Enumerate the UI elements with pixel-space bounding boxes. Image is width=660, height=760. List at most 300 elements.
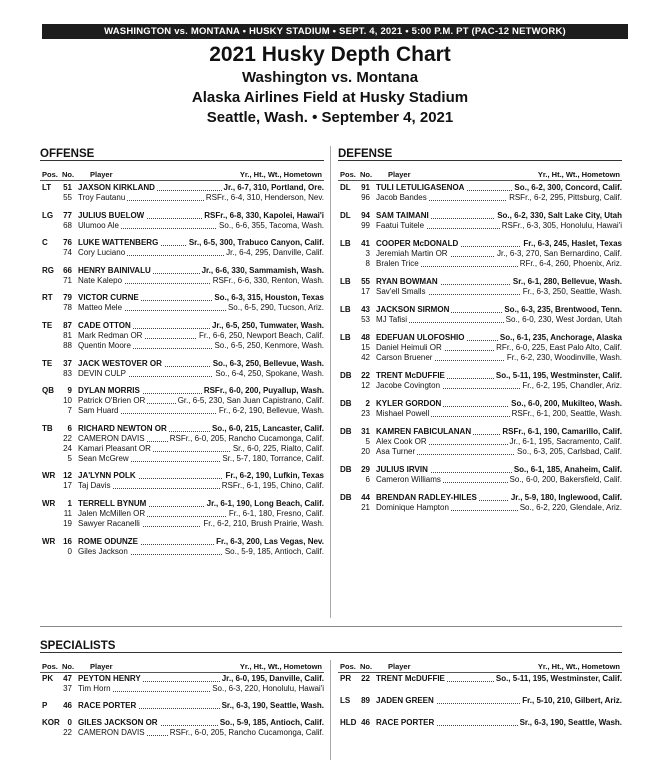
- col-pos: Pos.: [42, 170, 58, 179]
- player-row: [338, 674, 622, 684]
- player-name: Cory Luciano: [78, 248, 126, 258]
- player-details: RSFr., 6-0, 205, Rancho Cucamonga, Calif.: [169, 728, 324, 737]
- jersey-number: 41: [361, 239, 370, 248]
- player-details: So., 6-4, 250, Spokane, Wash.: [215, 368, 324, 378]
- position-group: [338, 696, 622, 706]
- player-name: JAXSON KIRKLAND: [78, 183, 155, 192]
- player-name: COOPER McDONALD: [376, 239, 459, 248]
- venue-subtitle: Alaska Airlines Field at Husky Stadium: [191, 89, 469, 106]
- position-group: [40, 718, 324, 738]
- position-label: RG: [42, 265, 54, 275]
- position-group: [338, 674, 622, 684]
- position-label: DB: [340, 399, 352, 408]
- player-name: Mishael Powell: [376, 409, 430, 418]
- player-details: So., 6-3, 220, Honolulu, Hawai'i: [212, 684, 324, 693]
- player-details: Fr., 6-3, 250, Seattle, Wash.: [522, 287, 622, 296]
- jersey-number: 11: [63, 509, 72, 518]
- player-details: Sr., 6-3, 190, Seattle, Wash.: [519, 718, 622, 727]
- player-details: RSFr., 6-4, 310, Henderson, Nev.: [205, 193, 324, 202]
- player-details: Sr., 5-7, 180, Torrance, Calif.: [222, 453, 324, 463]
- player-name: TRENT McDUFFIE: [376, 371, 445, 380]
- jersey-number: 7: [67, 406, 72, 416]
- jersey-number: 46: [63, 701, 72, 710]
- player-name: Sav'ell Smalls: [376, 287, 426, 296]
- player-row: [40, 454, 324, 464]
- player-name: BRENDAN RADLEY-HILES: [376, 493, 477, 502]
- jersey-number: 23: [361, 409, 370, 418]
- player-name: CADE OTTON: [78, 321, 131, 330]
- jersey-number: 9: [67, 386, 72, 396]
- player-details: RSFr., 6-2, 295, Pittsburg, Calif.: [509, 193, 622, 202]
- jersey-number: 91: [361, 183, 370, 192]
- player-name: JULIUS BUELOW: [78, 210, 145, 220]
- jersey-number: 46: [361, 718, 370, 727]
- player-details: Fr., 6-1, 180, Fresno, Calif.: [228, 509, 324, 518]
- player-details: So., 6-2, 330, Salt Lake City, Utah: [497, 211, 622, 220]
- player-details: So., 5-11, 195, Westminster, Calif.: [495, 371, 622, 380]
- position-label: WR: [42, 471, 56, 481]
- column-divider: [330, 146, 331, 618]
- player-details: Fr., 6-2, 190, Lufkin, Texas: [225, 471, 324, 481]
- specialists-divider: [330, 660, 331, 760]
- player-name: Carson Bruener: [376, 353, 433, 362]
- player-row: [338, 287, 622, 297]
- player-row: [40, 547, 324, 557]
- position-label: KOR: [42, 718, 60, 727]
- player-details: RFr., 6-4, 260, Phoenix, Ariz.: [519, 259, 622, 268]
- player-row: [40, 684, 324, 694]
- player-name: TULI LETULIGASENOA: [376, 183, 465, 192]
- col-player: Player: [388, 170, 411, 179]
- player-row: [338, 259, 622, 269]
- player-name: KAMREN FABICULANAN: [376, 427, 472, 436]
- jersey-number: 3: [365, 249, 370, 258]
- player-details: Fr., 6-3, 200, Las Vegas, Nev.: [216, 536, 324, 546]
- jersey-number: 51: [63, 183, 72, 192]
- player-details: Jr., 6-6, 330, Sammamish, Wash.: [201, 265, 324, 275]
- jersey-number: 22: [63, 728, 72, 737]
- player-name: DEVIN CULP: [78, 368, 127, 378]
- col-details: Yr., Ht., Wt., Hometown: [239, 662, 322, 671]
- col-player: Player: [388, 662, 411, 671]
- jersey-number: 68: [63, 220, 72, 230]
- col-pos: Pos.: [340, 170, 356, 179]
- jersey-number: 8: [365, 259, 370, 268]
- player-name: RYAN BOWMAN: [376, 277, 438, 286]
- player-name: CAMERON DAVIS: [78, 433, 145, 443]
- player-details: So., 6-2, 300, Concord, Calif.: [514, 183, 622, 192]
- player-details: Sr., 6-0, 225, Rialto, Calif.: [232, 443, 324, 453]
- player-name: Quentin Moore: [78, 341, 131, 350]
- player-row: [338, 381, 622, 391]
- jersey-number: 78: [63, 303, 72, 313]
- player-row: [40, 406, 324, 416]
- position-label: C: [42, 238, 48, 248]
- jersey-number: 96: [361, 193, 370, 202]
- col-pos: Pos.: [42, 662, 58, 671]
- player-details: RSFr., 6-3, 305, Honolulu, Hawai'i: [501, 221, 622, 230]
- section-divider: [40, 626, 622, 627]
- player-details: Fr., 6-6, 250, Newport Beach, Calif.: [199, 331, 324, 340]
- position-label: HLD: [340, 718, 357, 727]
- position-group: [40, 211, 324, 231]
- position-group: [338, 333, 622, 363]
- player-name: JA'LYNN POLK: [78, 471, 136, 481]
- jersey-number: 53: [361, 315, 370, 324]
- position-label: QB: [42, 386, 54, 396]
- position-group: [40, 359, 324, 379]
- jersey-number: 2: [365, 399, 370, 408]
- col-no: No.: [360, 662, 373, 671]
- player-details: So., 6-1, 235, Anchorage, Alaska: [499, 333, 622, 342]
- player-name: KYLER GORDON: [376, 399, 442, 408]
- position-label: TE: [42, 358, 53, 368]
- player-row: [338, 696, 622, 706]
- player-name: HENRY BAINIVALU: [78, 265, 151, 275]
- player-details: Fr., 6-2, 230, Woodinville, Wash.: [506, 353, 622, 362]
- position-label: DB: [340, 371, 352, 380]
- specialists-heading: SPECIALISTS: [40, 640, 622, 653]
- player-details: So., 6-3, 235, Brentwood, Tenn.: [504, 305, 622, 314]
- player-details: Fr., 6-2, 210, Brush Prairie, Wash.: [203, 519, 324, 528]
- position-label: TB: [42, 423, 53, 433]
- player-name: Taj Davis: [78, 481, 111, 491]
- position-label: LG: [42, 210, 54, 220]
- player-row: [40, 248, 324, 258]
- player-name: ROME ODUNZE: [78, 536, 138, 546]
- position-label: LS: [340, 696, 351, 705]
- player-name: LUKE WATTENBERG: [78, 238, 159, 248]
- player-details: So., 6-0, 215, Lancaster, Calif.: [211, 423, 324, 433]
- player-row: [40, 481, 324, 491]
- jersey-number: 22: [63, 433, 72, 443]
- player-details: RFr., 6-0, 225, East Palo Alto, Calif.: [496, 343, 622, 352]
- player-details: So., 5-9, 185, Antioch, Calif.: [224, 546, 324, 556]
- jersey-number: 17: [361, 287, 370, 296]
- player-name: TERRELL BYNUM: [78, 499, 147, 508]
- player-details: Sr., 6-3, 190, Seattle, Wash.: [221, 701, 324, 710]
- col-player: Player: [90, 662, 113, 671]
- position-group: [40, 424, 324, 464]
- jersey-number: 37: [63, 358, 72, 368]
- position-group: [338, 493, 622, 513]
- jersey-number: 37: [63, 684, 72, 693]
- position-label: LB: [340, 305, 351, 314]
- position-group: [338, 305, 622, 325]
- player-details: RSFr., 6-1, 190, Camarillo, Calif.: [502, 427, 622, 436]
- position-group: [40, 537, 324, 557]
- col-no: No.: [360, 170, 373, 179]
- player-details: So., 6-1, 185, Anaheim, Calif.: [513, 465, 622, 474]
- player-details: So., 5-9, 185, Antioch, Calif.: [219, 718, 324, 727]
- player-name: Tim Horn: [78, 684, 111, 693]
- player-name: RICHARD NEWTON OR: [78, 423, 167, 433]
- player-name: JACK WESTOVER OR: [78, 358, 162, 368]
- jersey-number: 71: [63, 275, 72, 285]
- player-name: CAMERON DAVIS: [78, 728, 145, 737]
- player-row: [40, 519, 324, 529]
- player-row: [338, 718, 622, 728]
- jersey-number: 48: [361, 333, 370, 342]
- location-date-subtitle: Seattle, Wash. • September 4, 2021: [206, 109, 454, 126]
- offense-heading: OFFENSE: [40, 148, 324, 161]
- player-name: Jacob Bandes: [376, 193, 427, 202]
- player-details: So., 6-3, 205, Carlsbad, Calif.: [517, 447, 622, 456]
- jersey-number: 12: [63, 471, 72, 481]
- position-label: P: [42, 701, 48, 710]
- position-group: [40, 183, 324, 203]
- position-label: DL: [340, 183, 351, 192]
- player-details: So., 6-0, 200, Mukilteo, Wash.: [511, 399, 622, 408]
- player-row: [338, 315, 622, 325]
- player-name: Sam Huard: [78, 406, 119, 416]
- position-group: [338, 277, 622, 297]
- player-details: Fr., 5-10, 210, Gilbert, Ariz.: [522, 696, 622, 705]
- jersey-number: 74: [63, 248, 72, 258]
- player-row: [40, 303, 324, 313]
- player-details: Fr., 6-2, 195, Chandler, Ariz.: [522, 381, 622, 390]
- player-name: DYLAN MORRIS: [78, 386, 140, 396]
- jersey-number: 44: [361, 493, 370, 502]
- player-name: Asa Turner: [376, 447, 416, 456]
- position-label: PR: [340, 674, 352, 683]
- position-group: [338, 427, 622, 457]
- jersey-number: 0: [67, 718, 72, 727]
- jersey-number: 5: [67, 453, 72, 463]
- jersey-number: 55: [63, 193, 72, 202]
- player-row: [40, 341, 324, 351]
- position-label: DB: [340, 493, 352, 502]
- position-label: LB: [340, 277, 351, 286]
- position-label: LB: [340, 333, 351, 342]
- jersey-number: 42: [361, 353, 370, 362]
- player-row: [338, 193, 622, 203]
- jersey-number: 66: [63, 265, 72, 275]
- player-details: RSFr., 6-0, 200, Puyallup, Wash.: [203, 386, 324, 396]
- player-row: [338, 447, 622, 457]
- jersey-number: 1: [67, 499, 72, 508]
- player-row: [338, 409, 622, 419]
- player-name: Patrick O'Brien OR: [78, 396, 146, 406]
- matchup-subtitle: Washington vs. Montana: [241, 69, 419, 86]
- player-name: Kamari Pleasant OR: [78, 443, 151, 453]
- player-details: Jr., 6-0, 195, Danville, Calif.: [221, 674, 324, 683]
- player-name: TRENT McDUFFIE: [376, 674, 445, 683]
- player-name: Mark Redman OR: [78, 331, 143, 340]
- jersey-number: 47: [63, 674, 72, 683]
- player-name: Troy Fautanu: [78, 193, 126, 202]
- col-pos: Pos.: [340, 662, 356, 671]
- player-details: RSFr., 6-8, 330, Kapolei, Hawai'i: [204, 210, 324, 220]
- player-name: Ulumoo Ale: [78, 220, 119, 230]
- player-name: Daniel Heimuli OR: [376, 343, 442, 352]
- player-details: Gr., 6-5, 230, San Juan Capistrano, Calif.: [177, 396, 324, 406]
- jersey-number: 24: [63, 443, 72, 453]
- player-name: Jalen McMillen OR: [78, 509, 146, 518]
- jersey-number: 6: [67, 423, 72, 433]
- player-row: [338, 503, 622, 513]
- player-name: Matteo Mele: [78, 303, 123, 313]
- player-details: So., 6-5, 290, Tucson, Ariz.: [227, 303, 324, 313]
- jersey-number: 81: [63, 331, 72, 340]
- position-group: [338, 399, 622, 419]
- player-name: Jacobe Covington: [376, 381, 441, 390]
- player-name: Giles Jackson: [78, 546, 128, 556]
- position-group: [40, 266, 324, 286]
- player-row: [40, 728, 324, 738]
- player-name: RACE PORTER: [376, 718, 435, 727]
- position-label: WR: [42, 499, 56, 508]
- player-row: [338, 475, 622, 485]
- col-no: No.: [62, 662, 75, 671]
- position-group: [338, 183, 622, 203]
- jersey-number: 22: [361, 674, 370, 683]
- player-name: JACKSON SIRMON: [376, 305, 450, 314]
- jersey-number: 79: [63, 293, 72, 303]
- player-name: SAM TAIMANI: [376, 211, 429, 220]
- position-label: DB: [340, 465, 352, 474]
- position-label: WR: [42, 536, 56, 546]
- player-name: Alex Cook OR: [376, 437, 427, 446]
- player-details: So., 6-0, 230, West Jordan, Utah: [505, 315, 622, 324]
- position-group: [40, 674, 324, 694]
- jersey-number: 20: [361, 447, 370, 456]
- player-row: [338, 221, 622, 231]
- jersey-number: 88: [63, 341, 72, 350]
- player-name: RACE PORTER: [78, 701, 137, 710]
- player-name: MJ Tafisi: [376, 315, 407, 324]
- player-name: EDEFUAN ULOFOSHIO: [376, 333, 465, 342]
- player-details: So., 6-0, 200, Bakersfield, Calif.: [509, 475, 622, 484]
- jersey-number: 99: [361, 221, 370, 230]
- player-row: [338, 353, 622, 363]
- position-group: [40, 701, 324, 711]
- jersey-number: 94: [361, 211, 370, 220]
- player-row: [40, 276, 324, 286]
- player-details: Jr., 6-5, 250, Tumwater, Wash.: [211, 321, 324, 330]
- position-group: [40, 499, 324, 529]
- player-details: So., 6-3, 315, Houston, Texas: [214, 293, 324, 303]
- jersey-number: 0: [67, 546, 72, 556]
- jersey-number: 77: [63, 210, 72, 220]
- jersey-number: 12: [361, 381, 370, 390]
- jersey-number: 16: [63, 536, 72, 546]
- player-name: Nate Kalepo: [78, 275, 123, 285]
- position-group: [40, 321, 324, 351]
- player-row: [40, 221, 324, 231]
- player-details: Fr., 6-2, 190, Bellevue, Wash.: [218, 406, 324, 416]
- col-details: Yr., Ht., Wt., Hometown: [239, 170, 322, 179]
- jersey-number: 83: [63, 368, 72, 378]
- position-label: RT: [42, 293, 53, 303]
- position-label: PK: [42, 674, 54, 683]
- player-name: Jeremiah Martin OR: [376, 249, 448, 258]
- player-details: RSFr., 6-1, 195, Chino, Calif.: [221, 481, 324, 491]
- jersey-number: 87: [63, 321, 72, 330]
- position-label: DB: [340, 427, 352, 436]
- player-row: [40, 369, 324, 379]
- player-name: JADEN GREEN: [376, 696, 434, 705]
- position-group: [338, 211, 622, 231]
- jersey-number: 5: [365, 437, 370, 446]
- player-details: So., 6-2, 220, Glendale, Ariz.: [519, 503, 622, 512]
- jersey-number: 22: [361, 371, 370, 380]
- col-details: Yr., Ht., Wt., Hometown: [537, 170, 620, 179]
- jersey-number: 89: [361, 696, 370, 705]
- defense-heading: DEFENSE: [338, 148, 622, 161]
- player-details: So., 6-5, 250, Kenmore, Wash.: [214, 341, 324, 350]
- player-name: Dominique Hampton: [376, 503, 449, 512]
- player-details: Jr., 6-7, 310, Portland, Ore.: [223, 183, 324, 192]
- jersey-number: 31: [361, 427, 370, 436]
- player-name: VICTOR CURNE: [78, 293, 139, 303]
- jersey-number: 15: [361, 343, 370, 352]
- position-group: [40, 471, 324, 491]
- position-group: [40, 238, 324, 258]
- player-row: [40, 701, 324, 711]
- player-name: JULIUS IRVIN: [376, 465, 428, 474]
- player-name: PEYTON HENRY: [78, 674, 141, 683]
- position-label: LT: [42, 183, 52, 192]
- position-group: [40, 293, 324, 313]
- player-details: Jr., 6-1, 195, Sacramento, Calif.: [509, 437, 622, 446]
- player-details: Sr., 6-5, 300, Trabuco Canyon, Calif.: [188, 238, 324, 248]
- position-group: [40, 386, 324, 416]
- position-group: [338, 718, 622, 728]
- player-details: Sr., 6-1, 280, Bellevue, Wash.: [512, 277, 622, 286]
- jersey-number: 19: [63, 519, 72, 528]
- position-group: [338, 239, 622, 269]
- player-details: So., 6-3, 250, Bellevue, Wash.: [212, 358, 324, 368]
- player-details: Jr., 6-3, 270, San Bernardino, Calif.: [497, 249, 622, 258]
- jersey-number: 17: [63, 481, 72, 491]
- position-label: DL: [340, 211, 351, 220]
- player-details: Jr., 5-9, 180, Inglewood, Calif.: [510, 493, 622, 502]
- player-details: So., 6-6, 355, Tacoma, Wash.: [219, 220, 324, 230]
- jersey-number: 76: [63, 238, 72, 248]
- player-details: Fr., 6-3, 245, Haslet, Texas: [523, 239, 622, 248]
- page-title: 2021 Husky Depth Chart: [209, 43, 451, 66]
- jersey-number: 29: [361, 465, 370, 474]
- player-details: RSFr., 6-0, 205, Rancho Cucamonga, Calif.: [169, 433, 324, 443]
- position-group: [338, 465, 622, 485]
- player-details: Jr., 6-1, 190, Long Beach, Calif.: [206, 499, 324, 508]
- jersey-number: 6: [365, 475, 370, 484]
- player-details: Jr., 6-4, 295, Danville, Calif.: [226, 248, 324, 258]
- player-name: Cameron Williams: [376, 475, 441, 484]
- jersey-number: 43: [361, 305, 370, 314]
- player-name: Sawyer Racanelli: [78, 519, 140, 528]
- jersey-number: 55: [361, 277, 370, 286]
- player-details: So., 5-11, 195, Westminster, Calif.: [495, 674, 622, 683]
- col-player: Player: [90, 170, 113, 179]
- col-no: No.: [62, 170, 75, 179]
- game-info-bar: WASHINGTON vs. MONTANA • HUSKY STADIUM • SEPT. 4, 2021 • 5:00 P.M. PT (PAC-12 NETWORK): [42, 24, 628, 39]
- col-details: Yr., Ht., Wt., Hometown: [537, 662, 620, 671]
- player-name: Faatui Tuitele: [376, 221, 425, 230]
- jersey-number: 21: [361, 503, 370, 512]
- player-details: RSFr., 6-6, 330, Renton, Wash.: [212, 275, 324, 285]
- player-details: RSFr., 6-1, 200, Seattle, Wash.: [511, 409, 622, 418]
- player-name: GILES JACKSON OR: [78, 718, 158, 727]
- player-row: [40, 193, 324, 203]
- player-name: Bralen Trice: [376, 259, 419, 268]
- player-name: Sean McGrew: [78, 453, 129, 463]
- position-group: [338, 371, 622, 391]
- jersey-number: 10: [63, 396, 72, 406]
- position-label: LB: [340, 239, 351, 248]
- position-label: TE: [42, 321, 53, 330]
